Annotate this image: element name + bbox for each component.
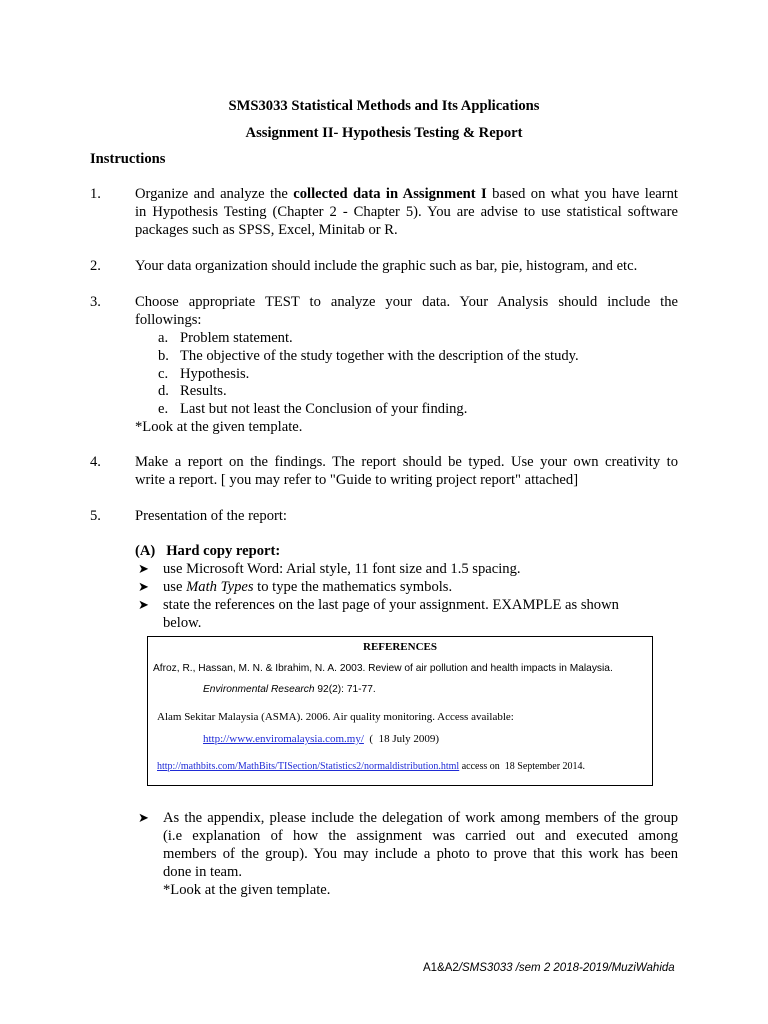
sub-a-text: Problem statement. — [180, 330, 293, 346]
item-number-2: 2. — [90, 258, 101, 274]
appendix-line-3: members of the group). You may include a photo to prove that this work has been — [163, 846, 678, 862]
item-1-text — [135, 185, 678, 239]
item-1-line-1 — [135, 185, 678, 203]
arrow-bullet-icon: ➤ — [138, 810, 149, 825]
sub-e-letter: e. — [158, 401, 169, 417]
reference-2-link[interactable]: http://www.enviromalaysia.com.my/ — [203, 733, 364, 745]
references-box — [147, 636, 653, 786]
bullet-2-post: to type the mathematics symbols. — [253, 579, 453, 595]
appendix-line-4: done in team. — [163, 864, 243, 880]
reference-3-line — [157, 761, 585, 772]
bullet-2-pre: use — [163, 579, 187, 595]
item-3-note: *Look at the given template. — [135, 419, 303, 435]
item-1-post: based on what you have learnt — [486, 186, 678, 202]
sub-c-letter: c. — [158, 366, 169, 382]
bullet-1-text: use Microsoft Word: Arial style, 11 font size and 1.5 spacing. — [163, 561, 521, 577]
item-1-line-3: packages such as SPSS, Excel, Minitab or R. — [135, 222, 398, 238]
item-3-line-1: Choose appropriate TEST to analyze your data. Your Analysis should include the — [135, 294, 678, 310]
sub-b-text: The objective of the study together with the description of the study. — [180, 348, 579, 364]
reference-2-line-1: Alam Sekitar Malaysia (ASMA). 2006. Air quality monitoring. Access available: — [157, 711, 514, 723]
item-1-line-2: in Hypothesis Testing (Chapter 2 - Chapter 5). You are advise to use statistical software — [135, 204, 678, 220]
appendix-text — [163, 809, 678, 899]
arrow-bullet-icon: ➤ — [138, 561, 149, 576]
appendix-line-2: (i.e explanation of how the assignment was carried out and executed among — [163, 828, 678, 844]
item-1-pre: Organize and analyze the — [135, 186, 294, 202]
item-2-text: Your data organization should include the graphic such as bar, pie, histogram, and etc. — [135, 258, 638, 274]
reference-1-journal: Environmental Research — [203, 684, 315, 695]
appendix-line-1: As the appendix, please include the delegation of work among members of the group — [163, 810, 678, 826]
bullet-3-line-1: state the references on the last page of your assignment. EXAMPLE as shown — [163, 597, 619, 613]
footer-rest: /SMS3033 /sem 2 2018-2019/MuziWahida — [458, 962, 675, 974]
sub-d-text: Results. — [180, 383, 227, 399]
item-3-text — [135, 293, 678, 329]
item-3-line-2: followings: — [135, 312, 202, 328]
arrow-bullet-icon: ➤ — [138, 579, 149, 594]
sub-c-text: Hypothesis. — [180, 366, 250, 382]
page-footer — [423, 962, 675, 974]
item-number-5: 5. — [90, 508, 101, 524]
item-5-text: Presentation of the report: — [135, 508, 287, 524]
item-4-line-1: Make a report on the findings. The report should be typed. Use your own creativity to — [135, 454, 678, 470]
item-4-line-2: write a report. [ you may refer to "Guide to writing project report" attached] — [135, 472, 579, 488]
footer-prefix: A1&A2 — [423, 962, 459, 974]
reference-2-date: ( 18 July 2009) — [363, 733, 440, 745]
sub-b-letter: b. — [158, 348, 169, 364]
reference-1-line-1: Afroz, R., Hassan, M. N. & Ibrahim, N. A. 2003. Review of air pollution and health impacts in Malaysia. — [153, 663, 613, 674]
reference-2-line-2 — [203, 733, 439, 745]
sub-a-letter: a. — [158, 330, 169, 346]
reference-3-access: access on 18 September 2014. — [459, 761, 586, 772]
item-number-4: 4. — [90, 454, 101, 470]
reference-3-link[interactable]: http://mathbits.com/MathBits/TISection/Statistics2/normaldistribution.html — [157, 761, 460, 772]
instructions-heading: Instructions — [90, 151, 166, 167]
assignment-title: Assignment II- Hypothesis Testing & Report — [245, 125, 523, 141]
reference-1-volume: 92(2): 71-77. — [314, 684, 376, 695]
reference-1-line-2 — [203, 684, 376, 695]
hardcopy-heading: (A) Hard copy report: — [135, 543, 281, 559]
item-number-1: 1. — [90, 186, 101, 202]
sub-e-text: Last but not least the Conclusion of your finding. — [180, 401, 468, 417]
bullet-3-line-2: below. — [163, 615, 202, 631]
bullet-2-text — [163, 578, 452, 596]
item-1-bold: collected data in Assignment I — [293, 186, 487, 202]
references-heading: REFERENCES — [363, 641, 437, 653]
appendix-note: *Look at the given template. — [163, 882, 331, 898]
item-4-text — [135, 453, 678, 489]
course-title: SMS3033 Statistical Methods and Its Applications — [228, 98, 540, 114]
item-number-3: 3. — [90, 294, 101, 310]
sub-d-letter: d. — [158, 383, 169, 399]
bullet-2-italic: Math Types — [186, 579, 254, 595]
arrow-bullet-icon: ➤ — [138, 597, 149, 612]
